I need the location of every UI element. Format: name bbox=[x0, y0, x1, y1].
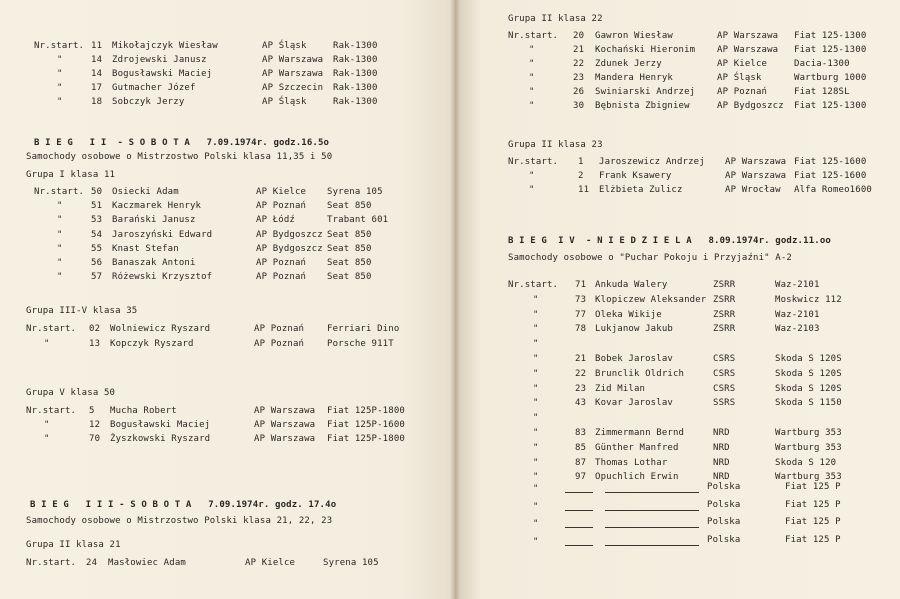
car-model: Rak-1300 bbox=[333, 55, 378, 65]
car-model: Syrena 105 bbox=[327, 187, 383, 197]
ditto-mark: " bbox=[533, 368, 539, 379]
driver-name: Brunclik Oldrich bbox=[595, 368, 685, 379]
start-number: 17 bbox=[91, 83, 103, 93]
driver-name: Mandera Henryk bbox=[595, 73, 673, 83]
start-number-label: Nr.start. bbox=[508, 31, 559, 41]
club-name: AP Warszawa bbox=[725, 157, 787, 167]
ditto-mark: " bbox=[44, 434, 50, 444]
start-number: 14 bbox=[91, 69, 103, 79]
start-number: 5 bbox=[89, 406, 95, 416]
car-model: Dacia-1300 bbox=[794, 59, 850, 69]
group-title: Grupa V klasa 50 bbox=[26, 388, 116, 398]
start-number: 02 bbox=[89, 324, 101, 334]
club-name: AP Poznań bbox=[256, 201, 307, 212]
driver-name: Różewski Krzysztof bbox=[112, 272, 213, 283]
driver-name: Oleka Wikije bbox=[595, 309, 662, 320]
driver-name: Banaszak Antoni bbox=[112, 258, 196, 268]
start-number: 85 bbox=[575, 442, 587, 453]
club-name: ZSRR bbox=[713, 324, 736, 335]
driver-name: Osiecki Adam bbox=[112, 187, 179, 197]
club-name: ZSRR bbox=[713, 280, 736, 290]
start-number: 1 bbox=[578, 157, 584, 167]
club-name: SSRS bbox=[713, 398, 736, 409]
club-name: AP Warszawa bbox=[254, 420, 316, 430]
club-name: AP Warszawa bbox=[262, 69, 324, 79]
club-name: Polska bbox=[707, 499, 741, 510]
start-number: 21 bbox=[575, 354, 587, 364]
blank-entry-line bbox=[605, 510, 699, 511]
start-number: 57 bbox=[91, 272, 103, 283]
club-name: AP Kielce bbox=[717, 59, 768, 69]
club-name: AP Bydgoszcz bbox=[256, 229, 323, 240]
club-name: AP Warszawa bbox=[262, 55, 324, 65]
driver-name: Kovar Jaroslav bbox=[595, 398, 673, 409]
club-name: Polska bbox=[707, 534, 741, 545]
start-number: 21 bbox=[573, 45, 585, 55]
start-number-label: Nr.start. bbox=[34, 41, 85, 51]
blank-entry-line bbox=[565, 527, 593, 528]
car-model: Skoda S 120 bbox=[775, 457, 837, 468]
group-title: Grupa I klasa 11 bbox=[26, 170, 116, 180]
ditto-mark: " bbox=[57, 215, 63, 226]
car-model: Fiat 125 P bbox=[785, 534, 841, 545]
car-model: Seat 850 bbox=[327, 272, 372, 283]
club-name: CSRS bbox=[713, 383, 736, 394]
driver-name: Kaczmarek Henryk bbox=[112, 201, 202, 212]
section-subheading: Samochody osobowe o Mistrzostwo Polski klasa 21, 22, 23 bbox=[26, 516, 333, 526]
club-name: CSRS bbox=[713, 368, 736, 379]
driver-name: Kochański Hieronim bbox=[595, 45, 696, 55]
blank-entry-line bbox=[605, 492, 699, 493]
club-name: AP Śląsk bbox=[717, 73, 762, 83]
ditto-mark: " bbox=[533, 484, 539, 494]
driver-name: Bobek Jaroslav bbox=[595, 354, 673, 364]
start-number: 13 bbox=[89, 339, 101, 349]
driver-name: Jaroszewicz Andrzej bbox=[599, 157, 705, 167]
ditto-mark: " bbox=[533, 294, 539, 305]
club-name: NRD bbox=[713, 457, 730, 468]
driver-name: Frank Ksawery bbox=[599, 171, 672, 181]
driver-name: Ankuda Walery bbox=[595, 280, 668, 290]
blank-entry-line bbox=[565, 492, 593, 493]
start-number: 55 bbox=[91, 243, 103, 254]
driver-name: Bębnista Zbigniew bbox=[595, 101, 690, 111]
ditto-mark: " bbox=[533, 428, 539, 438]
car-model: Skoda S 1150 bbox=[775, 398, 842, 409]
ditto-mark: " bbox=[533, 442, 539, 453]
start-number: 83 bbox=[575, 428, 587, 438]
club-name: AP Śląsk bbox=[262, 41, 307, 51]
driver-name: Barański Janusz bbox=[112, 215, 196, 226]
car-model: Seat 850 bbox=[327, 201, 372, 212]
section-subheading: Samochody osobowe o Mistrzostwo Polski klasa 11,35 i 50 bbox=[26, 152, 333, 162]
start-number: 87 bbox=[575, 457, 587, 468]
ditto-mark: " bbox=[57, 69, 63, 79]
blank-entry-line bbox=[565, 510, 593, 511]
club-name: ZSRR bbox=[713, 309, 736, 320]
start-number: 11 bbox=[91, 41, 103, 51]
driver-name: Mucha Robert bbox=[110, 406, 177, 416]
blank-entry-line bbox=[605, 527, 699, 528]
car-model: Ferriari Dino bbox=[327, 324, 400, 334]
driver-name: Zdunek Jerzy bbox=[595, 59, 662, 69]
start-number-label: Nr.start. bbox=[26, 324, 77, 334]
club-name: AP Śląsk bbox=[262, 97, 307, 107]
ditto-mark: " bbox=[533, 536, 539, 547]
car-model: Skoda S 120S bbox=[775, 383, 842, 394]
start-number: 50 bbox=[91, 187, 103, 197]
car-model: Moskwicz 112 bbox=[775, 294, 842, 305]
ditto-mark: " bbox=[533, 457, 539, 468]
blank-entry-line bbox=[605, 545, 699, 546]
club-name: CSRS bbox=[713, 354, 736, 364]
start-number: 30 bbox=[573, 101, 585, 111]
start-number-label: Nr.start. bbox=[26, 558, 77, 568]
group-title: Grupa II klasa 22 bbox=[508, 14, 603, 24]
driver-name: Jaroszyński Edward bbox=[112, 229, 213, 240]
section-heading: B I E G I I I - S O B O T A 7.09.1974r. godz. 17.4o bbox=[30, 500, 337, 510]
driver-name: Gawron Wiesław bbox=[595, 31, 673, 41]
right-page bbox=[455, 0, 900, 599]
start-number: 23 bbox=[573, 73, 585, 83]
ditto-mark: " bbox=[44, 420, 50, 430]
car-model: Waz-2101 bbox=[775, 309, 820, 320]
ditto-mark: " bbox=[44, 339, 50, 349]
section-subheading: Samochody osobowe o "Puchar Pokoju i Przyjaźni" A-2 bbox=[508, 253, 792, 263]
ditto-mark: " bbox=[57, 258, 63, 268]
start-number: 73 bbox=[575, 294, 587, 305]
group-title: Grupa III-V klasa 35 bbox=[26, 306, 138, 316]
car-model: Fiat 125-1300 bbox=[794, 45, 867, 55]
car-model: Waz-2103 bbox=[775, 324, 820, 335]
club-name: Polska bbox=[707, 482, 741, 492]
start-number: 70 bbox=[89, 434, 101, 444]
ditto-mark: " bbox=[533, 398, 539, 409]
driver-name: Mikołajczyk Wiesław bbox=[112, 41, 218, 51]
driver-name: Kopczyk Ryszard bbox=[110, 339, 194, 349]
start-number: 77 bbox=[575, 309, 587, 320]
ditto-mark: " bbox=[533, 472, 539, 483]
driver-name: Elżbieta Zulicz bbox=[599, 185, 683, 195]
start-number: 78 bbox=[575, 324, 587, 335]
club-name: AP Warszawa bbox=[717, 31, 779, 41]
car-model: Waz-2101 bbox=[775, 280, 820, 290]
start-number: 12 bbox=[89, 420, 101, 430]
driver-name: Zid Milan bbox=[595, 383, 646, 394]
driver-name: Wolniewicz Ryszard bbox=[110, 324, 211, 334]
car-model: Fiat 125-1600 bbox=[794, 157, 867, 167]
start-number: 56 bbox=[91, 258, 103, 268]
ditto-mark: " bbox=[529, 45, 535, 55]
start-number: 26 bbox=[573, 87, 585, 97]
driver-name: Knast Stefan bbox=[112, 243, 179, 254]
club-name: AP Poznań bbox=[254, 324, 305, 334]
car-model: Skoda S 120S bbox=[775, 354, 842, 364]
club-name: NRD bbox=[713, 428, 730, 438]
car-model: Rak-1300 bbox=[333, 97, 378, 107]
start-number: 43 bbox=[575, 398, 587, 409]
start-number: 51 bbox=[91, 201, 103, 212]
car-model: Seat 850 bbox=[327, 243, 372, 254]
start-number: 54 bbox=[91, 229, 103, 240]
driver-name: Thomas Lothar bbox=[595, 457, 668, 468]
driver-name: Lukjanow Jakub bbox=[595, 324, 673, 335]
section-heading: B I E G I V - N I E D Z I E L A 8.09.1974r. godz.11.oo bbox=[508, 236, 831, 246]
ditto-mark: " bbox=[529, 87, 535, 97]
club-name: AP Szczecin bbox=[262, 83, 324, 93]
start-number: 18 bbox=[91, 97, 103, 107]
car-model: Alfa Romeo1600 bbox=[794, 185, 872, 195]
ditto-mark: " bbox=[533, 501, 539, 512]
start-number: 11 bbox=[578, 185, 590, 195]
car-model: Wartburg 353 bbox=[775, 428, 842, 438]
start-number: 23 bbox=[575, 383, 587, 394]
ditto-mark: " bbox=[533, 339, 539, 350]
driver-name: Opuchlich Erwin bbox=[595, 472, 679, 483]
driver-name: Gutmacher Józef bbox=[112, 83, 196, 93]
group-title: Grupa II klasa 21 bbox=[26, 540, 121, 550]
ditto-mark: " bbox=[57, 55, 63, 65]
ditto-mark: " bbox=[529, 59, 535, 69]
ditto-mark: " bbox=[533, 383, 539, 394]
car-model: Seat 850 bbox=[327, 229, 372, 240]
car-model: Fiat 125 P bbox=[785, 499, 841, 510]
start-number: 22 bbox=[575, 368, 587, 379]
driver-name: Bogusławski Maciej bbox=[112, 69, 213, 79]
driver-name: Zimmermann Bernd bbox=[595, 428, 685, 438]
club-name: AP Poznań bbox=[256, 272, 307, 283]
ditto-mark: " bbox=[57, 229, 63, 240]
club-name: AP Bydgoszcz bbox=[256, 243, 323, 254]
club-name: AP Poznań bbox=[717, 87, 768, 97]
start-number: 97 bbox=[575, 472, 587, 483]
group-title: Grupa II klasa 23 bbox=[508, 140, 603, 150]
club-name: NRD bbox=[713, 442, 730, 453]
club-name: AP Warszawa bbox=[254, 434, 316, 444]
ditto-mark: " bbox=[529, 171, 535, 181]
car-model: Trabant 601 bbox=[327, 215, 389, 226]
ditto-mark: " bbox=[529, 101, 535, 111]
start-number: 71 bbox=[575, 280, 587, 290]
start-number: 2 bbox=[578, 171, 584, 181]
car-model: Rak-1300 bbox=[333, 83, 378, 93]
car-model: Fiat 125-1600 bbox=[794, 171, 867, 181]
club-name: AP Warszawa bbox=[725, 171, 787, 181]
driver-name: Bogusławski Maciej bbox=[110, 420, 211, 430]
car-model: Wartburg 1000 bbox=[794, 73, 867, 83]
driver-name: Swiniarski Andrzej bbox=[595, 87, 696, 97]
ditto-mark: " bbox=[533, 324, 539, 335]
car-model: Porsche 911T bbox=[327, 339, 394, 349]
driver-name: Żyszkowski Ryszard bbox=[110, 434, 211, 444]
car-model: Wartburg 353 bbox=[775, 472, 842, 483]
car-model: Rak-1300 bbox=[333, 69, 378, 79]
driver-name: Masłowiec Adam bbox=[108, 558, 186, 568]
start-number: 22 bbox=[573, 59, 585, 69]
start-number: 24 bbox=[86, 558, 98, 568]
car-model: Skoda S 120S bbox=[775, 368, 842, 379]
driver-name: Zdrojewski Janusz bbox=[112, 55, 207, 65]
ditto-mark: " bbox=[529, 185, 535, 195]
club-name: Polska bbox=[707, 517, 741, 527]
club-name: AP Poznań bbox=[256, 258, 307, 268]
ditto-mark: " bbox=[533, 309, 539, 320]
car-model: Fiat 128SL bbox=[794, 87, 850, 97]
club-name: NRD bbox=[713, 472, 730, 483]
club-name: AP Bydgoszcz bbox=[717, 101, 784, 111]
driver-name: Sobczyk Jerzy bbox=[112, 97, 185, 107]
car-model: Fiat 125 P bbox=[785, 517, 841, 527]
ditto-mark: " bbox=[57, 201, 63, 212]
car-model: Fiat 125-1300 bbox=[794, 101, 867, 111]
start-number: 20 bbox=[573, 31, 585, 41]
club-name: AP Warszawa bbox=[717, 45, 779, 55]
page-gutter bbox=[450, 0, 460, 599]
car-model: Fiat 125 P bbox=[785, 482, 841, 492]
ditto-mark: " bbox=[57, 272, 63, 283]
start-number-label: Nr.start. bbox=[26, 406, 77, 416]
start-number: 14 bbox=[91, 55, 103, 65]
ditto-mark: " bbox=[533, 413, 539, 424]
car-model: Fiat 125P-1600 bbox=[327, 420, 405, 430]
ditto-mark: " bbox=[529, 73, 535, 83]
start-number-label: Nr.start. bbox=[508, 280, 559, 290]
club-name: AP Poznań bbox=[254, 339, 305, 349]
start-number-label: Nr.start. bbox=[508, 157, 559, 167]
section-heading: B I E G I I - S O B O T A 7.09.1974r. godz.16.5o bbox=[34, 138, 330, 148]
ditto-mark: " bbox=[57, 243, 63, 254]
driver-name: Klopiczew Aleksander bbox=[595, 294, 707, 305]
car-model: Rak-1300 bbox=[333, 41, 378, 51]
blank-entry-line bbox=[565, 545, 593, 546]
car-model: Fiat 125P-1800 bbox=[327, 406, 405, 416]
club-name: AP Kielce bbox=[245, 558, 296, 568]
club-name: ZSRR bbox=[713, 294, 736, 305]
club-name: AP Kielce bbox=[256, 187, 307, 197]
club-name: AP Łódź bbox=[256, 215, 295, 226]
driver-name: Günther Manfred bbox=[595, 442, 679, 453]
start-number-label: Nr.start. bbox=[34, 187, 85, 197]
car-model: Seat 850 bbox=[327, 258, 372, 268]
car-model: Fiat 125-1300 bbox=[794, 31, 867, 41]
car-model: Syrena 105 bbox=[323, 558, 379, 568]
car-model: Wartburg 353 bbox=[775, 442, 842, 453]
start-number: 53 bbox=[91, 215, 103, 226]
ditto-mark: " bbox=[57, 83, 63, 93]
ditto-mark: " bbox=[533, 519, 539, 529]
ditto-mark: " bbox=[57, 97, 63, 107]
club-name: AP Wrocław bbox=[725, 185, 781, 195]
ditto-mark: " bbox=[533, 354, 539, 364]
car-model: Fiat 125P-1800 bbox=[327, 434, 405, 444]
club-name: AP Warszawa bbox=[254, 406, 316, 416]
